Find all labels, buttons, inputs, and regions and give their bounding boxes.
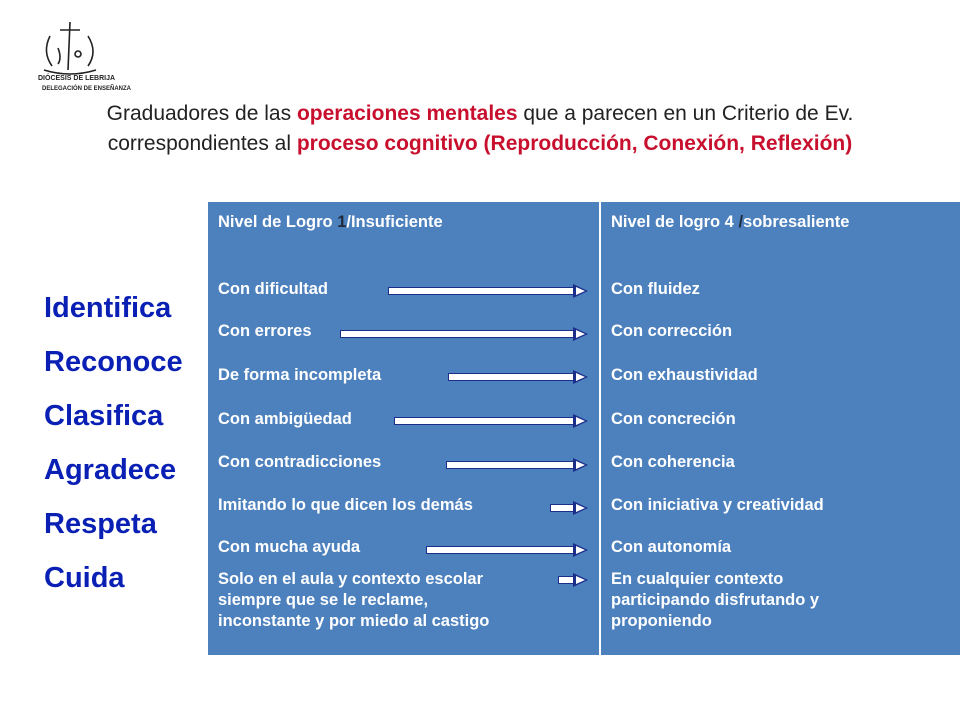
- left-cell: Con mucha ayuda: [218, 538, 361, 556]
- right-cell-multiline: [611, 569, 819, 632]
- left-cell-multiline: [218, 569, 489, 632]
- title-line2-prefix: correspondientes al: [107, 132, 297, 155]
- column-divider: [599, 202, 601, 655]
- left-cell: Imitando lo que dicen los demás: [218, 496, 473, 514]
- arrow-right-icon: [388, 284, 588, 298]
- left-cell-line: siempre que se le reclame,: [218, 591, 429, 609]
- verb-item: Cuida: [44, 562, 125, 594]
- right-cell: Con iniciativa y creatividad: [611, 496, 824, 514]
- left-cell-line: inconstante y por miedo al castigo: [218, 612, 490, 630]
- left-cell: Con contradicciones: [218, 453, 382, 471]
- page-title: [0, 99, 960, 159]
- right-header-pre: Nivel de logro 4: [611, 213, 739, 231]
- arrow-right-icon: [558, 573, 588, 587]
- right-cell: Con concreción: [611, 410, 736, 428]
- right-cell: Con fluidez: [611, 280, 700, 298]
- left-cell: De forma incompleta: [218, 366, 382, 384]
- title-line1-prefix: Graduadores de las: [106, 102, 297, 125]
- arrow-right-icon: [550, 501, 588, 515]
- right-cell: Con exhaustividad: [611, 366, 758, 384]
- arrow-right-icon: [426, 543, 588, 557]
- left-header-num: 1: [337, 213, 347, 231]
- verb-list: [44, 285, 183, 609]
- right-cell-line: proponiendo: [611, 612, 712, 630]
- arrow-right-icon: [340, 327, 588, 341]
- arrow-right-icon: [446, 458, 588, 472]
- verb-item: Agradece: [44, 454, 177, 486]
- left-header-pre: Nivel de Logro: [218, 213, 338, 231]
- left-header-post: /Insuficiente: [346, 213, 443, 231]
- verb-item: Respeta: [44, 508, 157, 540]
- right-column-header: [611, 212, 849, 233]
- achievement-table: [208, 202, 960, 655]
- logo-bottom-text: DELEGACIÓN DE ENSEÑANZA: [42, 86, 132, 92]
- right-header-post: sobresaliente: [743, 213, 850, 231]
- diocese-logo: [28, 18, 132, 98]
- left-cell: Con dificultad: [218, 280, 328, 298]
- left-cell: Con ambigüedad: [218, 410, 352, 428]
- left-cell-line: Solo en el aula y contexto escolar: [218, 570, 484, 588]
- right-cell-line: En cualquier contexto: [611, 570, 784, 588]
- title-line-2: [0, 129, 960, 159]
- arrow-right-icon: [394, 414, 588, 428]
- logo-top-text: DIÓCESIS DE LEBRIJA: [38, 75, 116, 82]
- title-line2-highlight: proceso cognitivo (Reproducción, Conexión, Reflexión): [296, 132, 853, 155]
- right-cell: Con corrección: [611, 322, 733, 340]
- title-line1-suffix: que a parecen en un Criterio de Ev.: [517, 102, 854, 125]
- left-cell: Con errores: [218, 322, 312, 340]
- arrow-right-icon: [448, 370, 588, 384]
- title-line-1: [0, 99, 960, 129]
- verb-item: Clasifica: [44, 400, 164, 432]
- left-column-header: [218, 212, 443, 233]
- right-cell: Con autonomía: [611, 538, 732, 556]
- title-line1-highlight: operaciones mentales: [296, 102, 518, 125]
- right-header-num: /: [738, 213, 744, 231]
- verb-item: Reconoce: [44, 346, 183, 378]
- verb-item: Identifica: [44, 292, 172, 324]
- right-cell-line: participando disfrutando y: [611, 591, 820, 609]
- right-cell: Con coherencia: [611, 453, 735, 471]
